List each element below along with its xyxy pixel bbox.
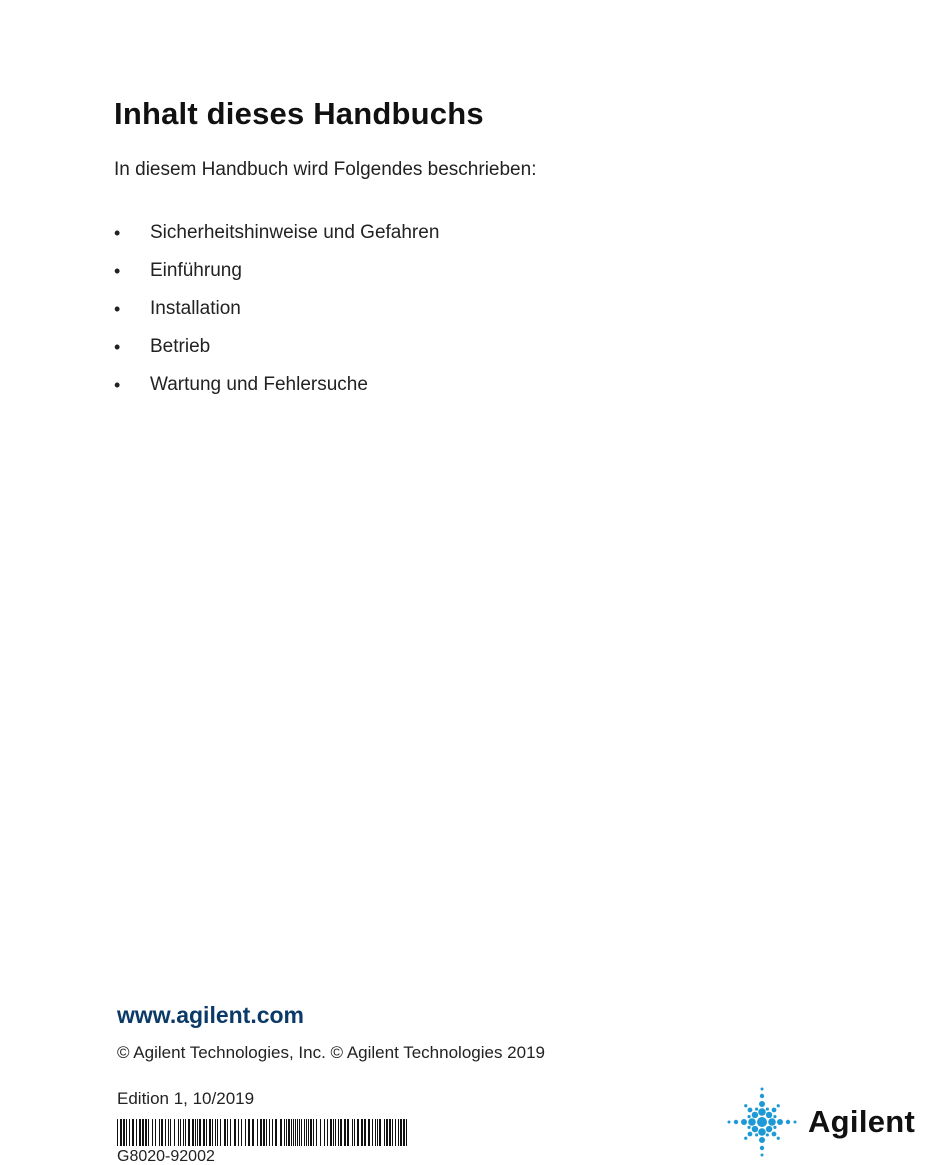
barcode-bar: [375, 1119, 376, 1146]
spark-dot: [755, 1107, 758, 1110]
barcode-bar: [327, 1119, 328, 1146]
list-item: [114, 334, 439, 372]
spark-dot: [786, 1120, 790, 1124]
barcode-bar: [199, 1119, 201, 1146]
barcode-bar: [238, 1119, 239, 1146]
spark-dot: [747, 1115, 750, 1118]
barcode-bar: [161, 1119, 163, 1146]
list-item: [114, 296, 439, 334]
part-number: G8020-92002: [117, 1148, 215, 1165]
barcode-bar: [227, 1119, 228, 1146]
barcode-bar: [389, 1119, 391, 1146]
barcode-bar: [220, 1119, 221, 1146]
barcode-bar: [206, 1119, 207, 1146]
list-item-label: Installation: [150, 298, 241, 319]
barcode-bar: [335, 1119, 336, 1146]
barcode-bar: [139, 1119, 141, 1146]
barcode-bar: [320, 1119, 321, 1146]
bullet-icon: •: [114, 261, 121, 281]
barcode-bar: [372, 1119, 373, 1146]
barcode-bar: [301, 1119, 302, 1146]
barcode-bar: [159, 1119, 160, 1146]
barcode-bar: [145, 1119, 147, 1146]
barcode-bar: [352, 1119, 353, 1146]
bullet-icon: •: [114, 299, 121, 319]
barcode-bar: [313, 1119, 314, 1146]
barcode-bar: [368, 1119, 370, 1146]
barcode-bar: [142, 1119, 144, 1146]
spark-dot: [773, 1126, 776, 1129]
barcode-bar: [379, 1119, 381, 1146]
list-item: [114, 372, 439, 410]
contents-list: [114, 220, 439, 410]
barcode-bar: [297, 1119, 298, 1146]
edition-info: Edition 1, 10/2019: [117, 1089, 255, 1108]
barcode-bar: [212, 1119, 213, 1146]
spark-dot: [772, 1132, 777, 1137]
barcode-bar: [288, 1119, 290, 1146]
barcode-bar: [120, 1119, 122, 1146]
spark-dot: [766, 1126, 772, 1132]
barcode-bar: [148, 1119, 149, 1146]
barcode-bar: [185, 1119, 186, 1146]
spark-dot: [773, 1115, 776, 1118]
barcode-bar: [269, 1119, 270, 1146]
barcode-bar: [344, 1119, 346, 1146]
spark-dot: [794, 1121, 797, 1124]
bullet-icon: •: [114, 337, 121, 357]
spark-dot: [748, 1132, 753, 1137]
barcode-bar: [263, 1119, 265, 1146]
spark-dot: [741, 1119, 747, 1125]
spark-dot: [772, 1108, 777, 1113]
spark-dot: [777, 1119, 783, 1125]
barcode-bar: [203, 1119, 205, 1146]
barcode-bar: [248, 1119, 250, 1146]
barcode-bar: [295, 1119, 296, 1146]
barcode-bar: [197, 1119, 198, 1146]
intro-text: In diesem Handbuch wird Folgendes beschrieben:: [114, 159, 537, 180]
spark-dot: [761, 1154, 764, 1157]
barcode-bar: [275, 1119, 277, 1146]
barcode-bar: [400, 1119, 402, 1146]
spark-dot: [748, 1118, 756, 1126]
barcode-bar: [310, 1119, 312, 1146]
barcode-bar: [117, 1119, 118, 1146]
barcode-bar: [192, 1119, 194, 1146]
list-item-label: Wartung und Fehlersuche: [150, 374, 368, 395]
spark-dot: [760, 1094, 764, 1098]
spark-dot: [744, 1137, 747, 1140]
barcode-bar: [384, 1119, 385, 1146]
website-link[interactable]: www.agilent.com: [117, 1002, 305, 1028]
page-title: Inhalt dieses Handbuchs: [114, 96, 484, 131]
barcode-bar: [392, 1119, 393, 1146]
list-item-label: Einführung: [150, 260, 242, 281]
agilent-spark-icon: [722, 1082, 802, 1162]
list-item: [114, 220, 439, 258]
spark-dot: [748, 1108, 753, 1113]
barcode-bar: [272, 1119, 273, 1146]
barcode-bar: [241, 1119, 242, 1146]
spark-dot: [759, 1101, 765, 1107]
barcode-bar: [330, 1119, 332, 1146]
barcode-bar: [280, 1119, 282, 1146]
barcode-bar: [306, 1119, 307, 1146]
spark-dot: [766, 1133, 769, 1136]
barcode-bar: [357, 1119, 359, 1146]
barcode-bar: [168, 1119, 169, 1146]
spark-dot: [768, 1118, 776, 1126]
spark-dot: [759, 1137, 765, 1143]
barcode-bar: [245, 1119, 246, 1146]
barcode-bar: [155, 1119, 156, 1146]
spark-dot: [758, 1128, 766, 1136]
barcode-bar: [354, 1119, 355, 1146]
barcode-bar: [136, 1119, 137, 1146]
barcode-bar: [188, 1119, 190, 1146]
logo-wordmark: Agilent: [808, 1104, 916, 1139]
barcode-bar: [286, 1119, 287, 1146]
barcode-bar: [209, 1119, 211, 1146]
barcode-bar: [406, 1119, 407, 1146]
barcode-bar: [234, 1119, 236, 1146]
barcode-bar: [195, 1119, 196, 1146]
barcode-bar: [170, 1119, 171, 1146]
barcode-bar: [217, 1119, 218, 1146]
spark-dot: [761, 1088, 764, 1091]
barcode-bar: [364, 1119, 366, 1146]
list-item-label: Betrieb: [150, 336, 211, 357]
list-item: [114, 258, 439, 296]
bullet-icon: •: [114, 375, 121, 395]
barcode-bar: [165, 1119, 166, 1146]
spark-dot: [760, 1146, 764, 1150]
barcode-bar: [126, 1119, 127, 1146]
barcode-bar: [230, 1119, 231, 1146]
barcode-bar: [324, 1119, 325, 1146]
barcode-bar: [304, 1119, 305, 1146]
spark-dot: [757, 1117, 767, 1127]
barcode-bar: [123, 1119, 125, 1146]
barcode-bar: [215, 1119, 216, 1146]
barcode-bar: [398, 1119, 399, 1146]
barcode-bar: [224, 1119, 226, 1146]
barcode-bar: [260, 1119, 262, 1146]
bullet-icon: •: [114, 223, 121, 243]
barcode-bar: [180, 1119, 181, 1146]
barcode-bar: [152, 1119, 153, 1146]
barcode-bar: [178, 1119, 179, 1146]
spark-dot: [747, 1126, 750, 1129]
spark-dot: [777, 1104, 780, 1107]
barcode-bar: [308, 1119, 309, 1146]
spark-dot: [752, 1112, 758, 1118]
spark-dot: [744, 1104, 747, 1107]
barcode-bar: [266, 1119, 267, 1146]
spark-dot: [766, 1112, 772, 1118]
barcode-bar: [257, 1119, 258, 1146]
barcode-bar: [291, 1119, 292, 1146]
agilent-logo: [722, 1082, 922, 1162]
barcode-bar: [299, 1119, 300, 1146]
spark-dot: [728, 1121, 731, 1124]
barcode-bar: [183, 1119, 184, 1146]
spark-dot: [755, 1133, 758, 1136]
barcode-bar: [377, 1119, 378, 1146]
barcode-bar: [347, 1119, 349, 1146]
spark-dot: [752, 1126, 758, 1132]
barcode-bar: [129, 1119, 130, 1146]
barcode-bar: [284, 1119, 285, 1146]
barcode-bar: [403, 1119, 405, 1146]
barcode-bar: [386, 1119, 388, 1146]
spark-dot: [777, 1137, 780, 1140]
barcode-bar: [293, 1119, 294, 1146]
barcode-bar: [361, 1119, 363, 1146]
barcode-bar: [333, 1119, 334, 1146]
barcode-bar: [252, 1119, 254, 1146]
barcode-bar: [132, 1119, 134, 1146]
list-item-label: Sicherheitshinweise und Gefahren: [150, 222, 440, 243]
barcode-bar: [338, 1119, 339, 1146]
copyright-notice: © Agilent Technologies, Inc. © Agilent Technologies 2019: [117, 1043, 545, 1062]
spark-dot: [766, 1107, 769, 1110]
barcode-image: [117, 1119, 410, 1146]
spark-dot: [734, 1120, 738, 1124]
barcode-bar: [174, 1119, 175, 1146]
barcode-bar: [340, 1119, 342, 1146]
barcode-bar: [395, 1119, 396, 1146]
barcode-bar: [316, 1119, 317, 1146]
spark-dot: [758, 1108, 766, 1116]
